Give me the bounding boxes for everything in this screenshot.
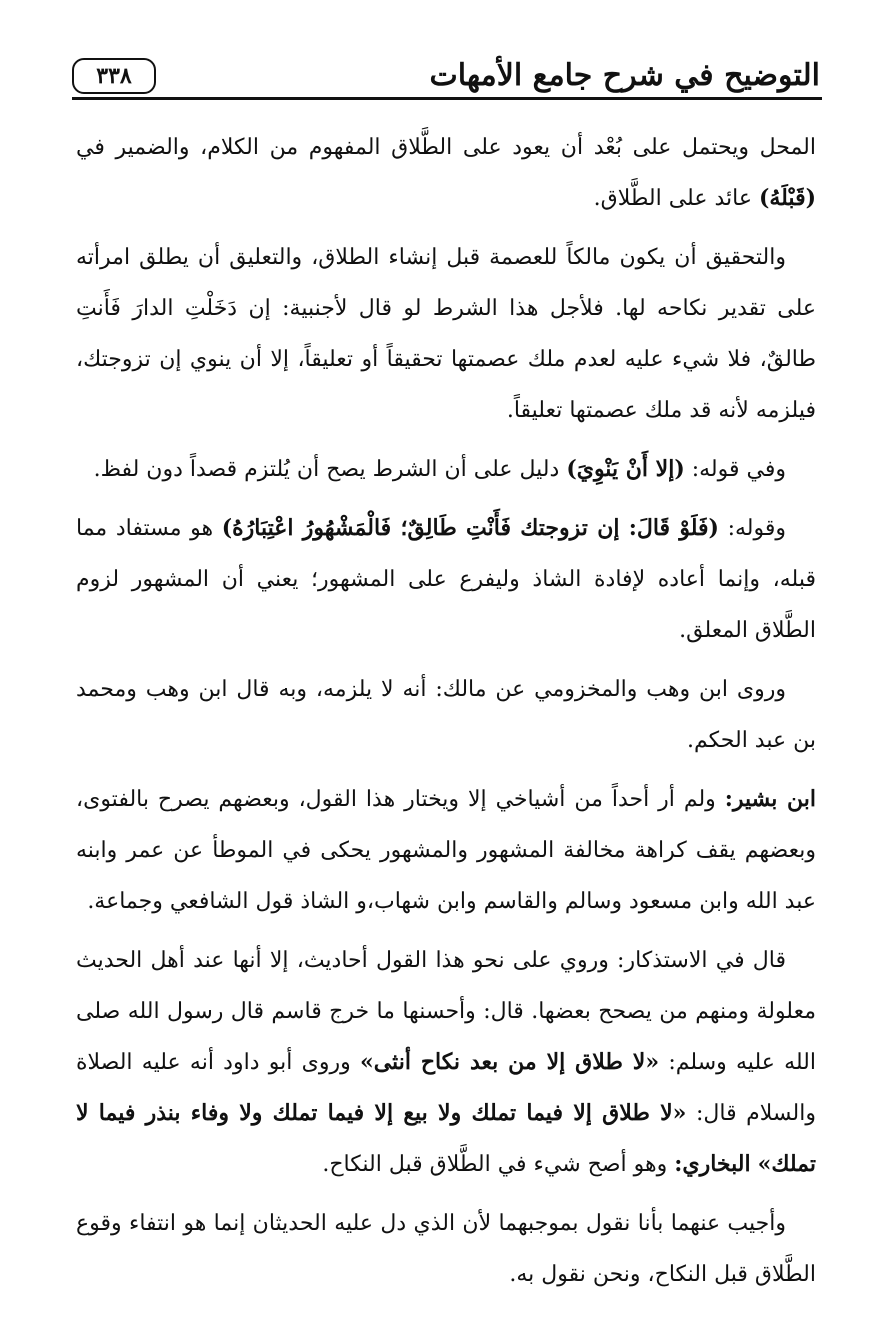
bold-text-run: «لا طلاق إلا من بعد نكاح أنثى» [359, 1049, 660, 1075]
text-run: وأجيب عنهما بأنا نقول بموجبهما لأن الذي دل عليه الحديثان إنما هو انتفاء وقوع الطَّلاق قبل النكاح، ونحن نقول به. [76, 1211, 816, 1287]
text-run [751, 1152, 758, 1177]
page-number-box [72, 58, 156, 94]
book-title: التوضيح في شرح جامع الأمهات [429, 58, 820, 93]
page-header [72, 52, 822, 104]
text-run: هو مستفاد مما قبله، وإنما أعاده لإفادة الشاذ وليفرع على المشهور؛ يعني أن المشهور لزوم الطَّلاق المعلق. [76, 516, 816, 643]
text-run: دليل على أن الشرط يصح أن يُلتزم قصداً دون لفظ. [93, 457, 567, 482]
text-run: قال في الاستذكار: وروي على نحو هذا القول أحاديث، إلا أنها عند أهل الحديث معلولة ومنهم من يصحح بعضها. قال: وأحسنها ما خرج قاسم قال رسول الله صلى الله عليه وسلم: [76, 948, 816, 1075]
body-text [76, 122, 816, 1308]
bold-text-run: البخاري: [674, 1151, 751, 1177]
paragraph [76, 935, 816, 1190]
text-run: وفي قوله: [684, 457, 786, 482]
bold-text-run: «لا طلاق إلا فيما تملك ولا بيع إلا فيما تملك ولا وفاء بنذر فيما لا تملك» [76, 1100, 816, 1177]
paragraph [76, 1198, 816, 1300]
paragraph [76, 664, 816, 766]
header-rule [72, 97, 822, 100]
page-number: ٣٣٨ [96, 63, 132, 89]
text-run: وروى أبو داود أنه عليه الصلاة والسلام قال: [76, 1050, 816, 1126]
text-run: ولم أر أحداً من أشياخي إلا ويختار هذا القول، وبعضهم يصرح بالفتوى، وبعضهم يقف كراهة مخالفة المشهور والمشهور يحكى في الموطأ عن عمر وابنه عبد الله وابن مسعود وسالم والقاسم وابن شهاب،و الشاذ قول الشافعي وجماعة. [76, 787, 816, 914]
bold-text-run: (قَبْلَهُ) [758, 185, 816, 211]
paragraph [76, 232, 816, 436]
text-run: وروى ابن وهب والمخزومي عن مالك: أنه لا يلزمه، وبه قال ابن وهب ومحمد بن عبد الحكم. [76, 677, 816, 753]
bold-text-run: ابن بشير: [724, 786, 816, 812]
text-run: والتحقيق أن يكون مالكاً للعصمة قبل إنشاء الطلاق، والتعليق أن يطلق امرأته على تقدير نكاحه لها. فلأجل هذا الشرط لو قال لأجنبية: إن دَخَلْتِ الدارَ فَأَنتِ طالقٌ، فلا شيء عليه لعدم ملك عصمتها تحقيقاً أو تعليقاً، إلا أن ينوي إن تزوجتك، فيلزمه لأنه قد ملك عصمتها تعليقاً. [76, 245, 817, 423]
paragraph [76, 122, 816, 224]
paragraph [76, 774, 816, 927]
text-run: المحل ويحتمل على بُعْد أن يعود على الطَّلاق المفهوم من الكلام، والضمير في [76, 135, 816, 160]
text-run: وقوله: [718, 516, 786, 541]
text-run: عائد على الطَّلاق. [593, 186, 759, 211]
paragraph [76, 503, 816, 656]
paragraph [76, 444, 816, 495]
bold-text-run: (فَلَوْ قَالَ: إن تزوجتك فَأَنْتِ طَالِقٌ؛ فَالْمَشْهُورُ اعْتِبَارُهُ) [221, 515, 719, 541]
bold-text-run: (إلا أَنْ يَنْوِيَ) [566, 456, 685, 482]
text-run: وهو أصح شيء في الطَّلاق قبل النكاح. [322, 1152, 675, 1177]
